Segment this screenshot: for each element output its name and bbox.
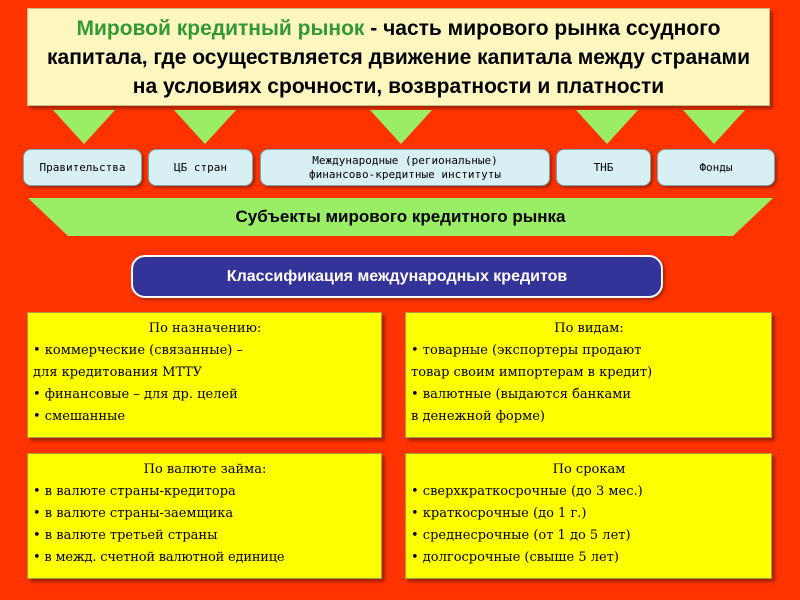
currency-box (27, 453, 382, 579)
list-item: • коммерческие (связанные) – (33, 343, 243, 358)
definition-text (34, 14, 763, 101)
subject-funds (657, 149, 775, 186)
list-item: • в валюте страны-кредитора (33, 484, 236, 499)
arrow-down-icon (370, 110, 432, 144)
subject-label: Правительства (39, 160, 126, 174)
list-item: • сверхкраткосрочные (до 3 мес.) (411, 484, 643, 499)
box-title: По валюте займа: (143, 462, 267, 477)
terms-box (405, 453, 772, 579)
box-title: По видам: (554, 321, 624, 336)
classification-label: Классификация международных кредитов (226, 267, 568, 285)
definition-term: Мировой кредитный рынок (76, 16, 365, 40)
subject-tnb (556, 149, 651, 186)
list-item: • в межд. счетной валютной единице (33, 550, 285, 565)
types-box (405, 312, 772, 438)
definition-body: - часть мирового рынка ссудного капитала, где осуществляется движение капитала между странами на условиях срочности, возвратности и платности (47, 16, 750, 98)
banner-label: Субъекты мирового кредитного рынка (235, 207, 566, 226)
arrow-down-icon (576, 110, 638, 144)
arrow-down-icon (53, 110, 115, 144)
list-item: • среднесрочные (от 1 до 5 лет) (411, 528, 631, 543)
subject-label: ТНБ (593, 160, 614, 174)
box-title: По назначению: (148, 321, 262, 336)
list-item: • в валюте третьей страны (33, 528, 218, 543)
list-item: • в валюте страны-заемщика (33, 506, 234, 521)
arrow-down-icon (174, 110, 236, 144)
classification-title (131, 255, 663, 298)
list-item: товар своим импортерам в кредит) (411, 365, 653, 380)
list-item: • долгосрочные (свыше 5 лет) (411, 550, 619, 565)
subject-label: Фонды (699, 160, 733, 174)
list-item: • товарные (экспортеры продают (411, 343, 642, 358)
list-item: для кредитования МТТУ (33, 365, 203, 380)
arrow-down-icon (683, 110, 745, 144)
list-item: в денежной форме) (411, 409, 545, 424)
box-title: По срокам (552, 462, 626, 477)
subjects-banner (28, 198, 773, 236)
definition-header (27, 8, 770, 106)
subject-financial-institutions (260, 149, 550, 186)
subject-label: ЦБ стран (174, 160, 227, 174)
list-item: • смешанные (33, 409, 126, 424)
list-item: • краткосрочные (до 1 г.) (411, 506, 587, 521)
list-item: • валютные (выдаются банками (411, 387, 631, 402)
subject-central-banks (148, 149, 253, 186)
subject-label: Международные (региональные) финансово-кредитные институты (308, 153, 502, 181)
purpose-box (27, 312, 382, 438)
list-item: • финансовые – для др. целей (33, 387, 238, 402)
subject-governments (23, 149, 142, 186)
